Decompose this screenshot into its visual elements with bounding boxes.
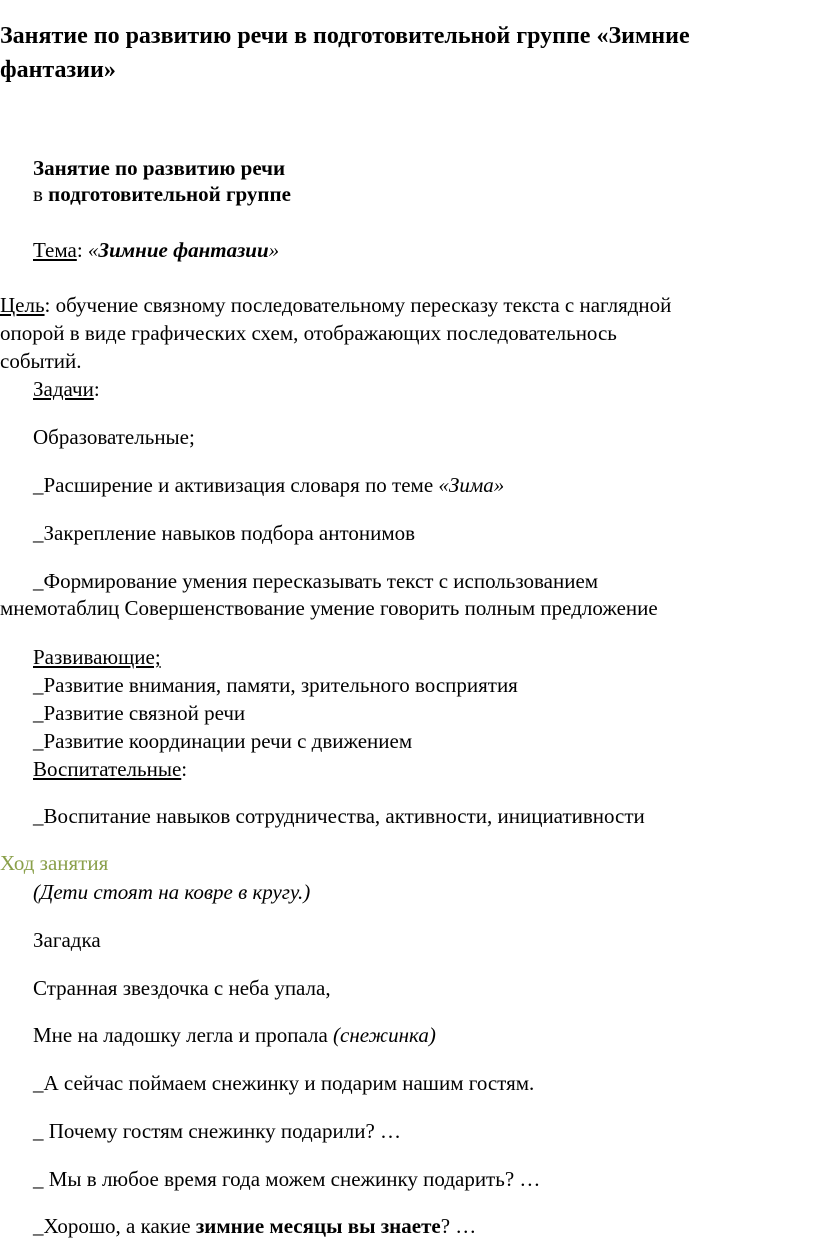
riddle-answer: (снежинка)	[333, 1023, 436, 1047]
dialogue-line-2: _ Почему гостям снежинку подарили? …	[33, 1119, 402, 1143]
educational-item-1-topic: «Зима»	[438, 473, 505, 497]
dialogue-line-4-suffix: ? …	[440, 1214, 477, 1238]
educational-item-1	[33, 475, 504, 496]
goal-label: Цель	[0, 293, 45, 317]
educational-item-1-text: _Расширение и активизация словаря по теме	[33, 473, 439, 497]
dialogue-line-4-emphasis: зимние месяцы вы знаете	[195, 1214, 441, 1238]
subtitle-prefix: в	[33, 182, 49, 206]
theme-quote-close: »	[268, 238, 280, 262]
dialogue-line-3: _ Мы в любое время года можем снежинку подарить? …	[33, 1167, 541, 1191]
developing-item-1: _Развитие внимания, памяти, зрительного восприятия	[33, 673, 518, 697]
theme-quote-open: «	[87, 238, 99, 262]
theme-separator: :	[76, 238, 88, 262]
upbringing-label: Воспитательные	[33, 757, 182, 781]
document-title-continued: фантазии»	[0, 57, 116, 83]
riddle-line-2	[33, 1025, 436, 1046]
theme-value: Зимние фантазии	[98, 238, 269, 262]
goal-text: : обучение связному последовательному пересказу текста с наглядной	[44, 293, 672, 317]
subtitle-group: подготовительной группе	[48, 182, 291, 206]
goal-line-1	[0, 295, 671, 316]
upbringing-colon: :	[181, 757, 188, 781]
educational-item-3: _Формирование умения пересказывать текст с использованием	[33, 569, 599, 593]
riddle-line-1: Странная звездочка с неба упала,	[33, 976, 331, 1000]
dialogue-line-4-prefix: _Хорошо, а какие	[33, 1214, 196, 1238]
goal-line-3: событий.	[0, 349, 82, 373]
tasks-heading	[33, 379, 100, 400]
educational-item-3-continued: мнемотаблиц Совершенствование умение говорить полным предложение	[0, 596, 658, 620]
dialogue-line-1: _А сейчас поймаем снежинку и подарим нашим гостям.	[33, 1071, 535, 1095]
upbringing-heading	[33, 759, 187, 780]
educational-item-2: _Закрепление навыков подбора антонимов	[33, 521, 416, 545]
goal-line-2: опорой в виде графических схем, отображающих последовательнось	[0, 321, 617, 345]
dialogue-line-4	[33, 1216, 476, 1237]
upbringing-item-1: _Воспитание навыков сотрудничества, активности, инициативности	[33, 804, 645, 828]
lesson-note: (Дети стоят на ковре в кругу.)	[33, 880, 311, 904]
tasks-label: Задачи	[33, 377, 94, 401]
educational-header: Образовательные;	[33, 425, 195, 449]
document-title: Занятие по развитию речи в подготовительной группе «Зимние	[0, 23, 690, 49]
riddle-line-2-text: Мне на ладошку легла и пропала	[33, 1023, 334, 1047]
developing-item-3: _Развитие координации речи с движением	[33, 729, 413, 753]
subtitle-line-1: Занятие по развитию речи	[33, 156, 286, 180]
tasks-colon: :	[93, 377, 100, 401]
developing-item-2: _Развитие связной речи	[33, 701, 246, 725]
theme-line	[33, 240, 279, 261]
theme-label: Тема	[33, 238, 77, 262]
riddle-label: Загадка	[33, 928, 101, 952]
developing-header: Развивающие;	[33, 645, 161, 669]
lesson-section-header: Ход занятия	[0, 851, 109, 875]
subtitle-line-2	[33, 184, 291, 205]
